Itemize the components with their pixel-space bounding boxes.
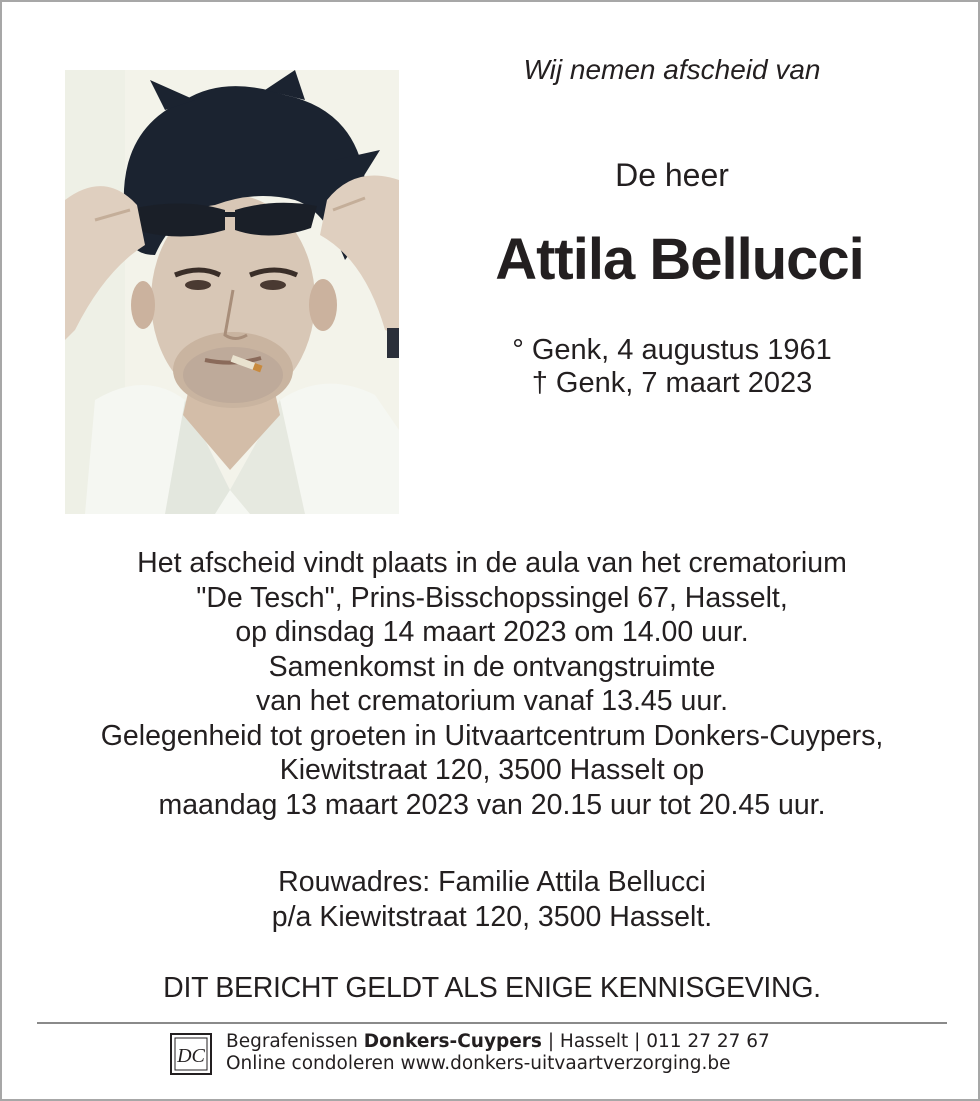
details-line: Het afscheid vindt plaats in de aula van het crematorium — [137, 547, 847, 579]
footer-online-line[interactable]: Online condoleren www.donkers-uitvaartverzorging.be — [226, 1053, 731, 1074]
details-line: "De Tesch", Prins-Bisschopssingel 67, Hasselt, — [196, 581, 788, 614]
footer-text — [226, 1031, 770, 1075]
details-line: Kiewitstraat 120, 3500 Hasselt op — [279, 754, 705, 786]
address-line: Rouwadres: Familie Attila Bellucci — [278, 866, 706, 898]
birth-date: ° Genk, 4 augustus 1961 — [512, 334, 832, 366]
address-line: p/a Kiewitstraat 120, 3500 Hasselt. — [271, 900, 713, 933]
mourning-address — [2, 865, 980, 934]
notice-text: DIT BERICHT GELDT ALS ENIGE KENNISGEVING. — [163, 972, 821, 1004]
ceremony-details — [2, 546, 980, 822]
intro-text: Wij nemen afscheid van — [523, 54, 821, 85]
funeral-home-footer — [170, 1031, 930, 1079]
details-line: Gelegenheid tot groeten in Uitvaartcentrum Donkers-Cuypers, — [100, 719, 884, 752]
details-line: op dinsdag 14 maart 2023 om 14.00 uur. — [235, 616, 749, 648]
funeral-home-logo-icon — [170, 1033, 212, 1075]
details-line: maandag 13 maart 2023 van 20.15 uur tot 20.45 uur. — [158, 788, 826, 821]
svg-text:DC: DC — [177, 1045, 205, 1067]
portrait-image — [65, 70, 399, 514]
footer-company-line: Begrafenissen Donkers-Cuypers | Hasselt | 011 27 27 67 — [226, 1031, 770, 1052]
honorific: De heer — [615, 157, 729, 193]
deceased-name: Attila Bellucci — [495, 227, 864, 292]
footer-divider — [37, 1022, 947, 1024]
portrait-photo — [65, 70, 399, 514]
death-date: † Genk, 7 maart 2023 — [531, 367, 813, 399]
life-dates — [422, 334, 922, 400]
details-line: Samenkomst in de ontvangstruimte — [268, 650, 716, 683]
company-name: Donkers-Cuypers — [363, 1031, 542, 1052]
details-line: van het crematorium vanaf 13.45 uur. — [255, 685, 729, 717]
